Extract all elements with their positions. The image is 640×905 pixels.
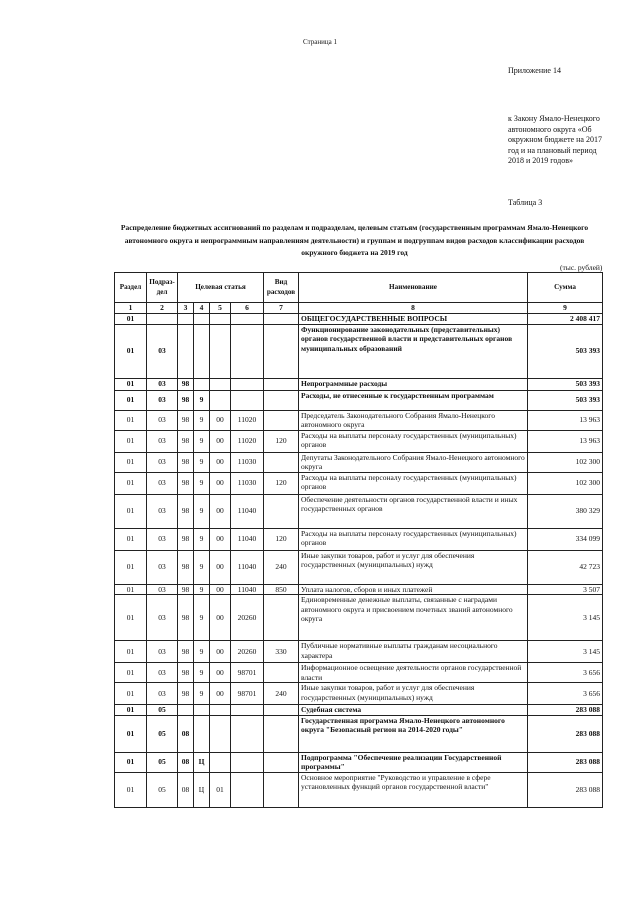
name-cell: Председатель Законодательного Собрания Ямало-Ненецкого автономного округа [299, 410, 528, 430]
target-part1-cell: 98 [178, 641, 194, 663]
target-part4-cell: 98701 [231, 683, 264, 705]
razdel-cell: 01 [115, 683, 147, 705]
target-part2-cell: 9 [194, 452, 210, 472]
sum-cell: 283 088 [528, 705, 603, 716]
target-part1-cell: 98 [178, 430, 194, 452]
appendix-label: Приложение 14 [508, 66, 561, 75]
table-row [115, 472, 603, 494]
sum-cell: 42 723 [528, 550, 603, 584]
expense-type-cell [264, 772, 299, 807]
header-razdel: Раздел [115, 273, 147, 303]
expense-type-cell [264, 752, 299, 772]
sum-cell: 503 393 [528, 390, 603, 410]
razdel-cell: 01 [115, 528, 147, 550]
target-part1-cell: 98 [178, 494, 194, 528]
target-part1-cell: 98 [178, 472, 194, 494]
law-reference: к Закону Ямало-Ненецкого автономного округа «Об окружном бюджете на 2017 год и на плановый период 2018 и 2019 годов» [508, 114, 602, 165]
target-part1-cell: 98 [178, 663, 194, 683]
target-part1-cell: 98 [178, 683, 194, 705]
target-part3-cell: 00 [210, 641, 231, 663]
target-part4-cell: 20260 [231, 595, 264, 641]
header-target-article: Целевая статья [178, 273, 264, 303]
table-row [115, 430, 603, 452]
name-cell: Обеспечение деятельности органов государственной власти и иных государственных органов [299, 494, 528, 528]
podrazdel-cell: 03 [147, 528, 178, 550]
name-cell: Функционирование законодательных (представительных) органов государственной власти и представительных органов муниципальных образований [299, 324, 528, 378]
name-cell: Расходы на выплаты персоналу государственных (муниципальных) органов [299, 528, 528, 550]
razdel-cell: 01 [115, 663, 147, 683]
page-label: Страница 1 [303, 38, 337, 46]
target-part1-cell [178, 324, 194, 378]
target-part4-cell: 11030 [231, 472, 264, 494]
razdel-cell: 01 [115, 595, 147, 641]
razdel-cell: 01 [115, 550, 147, 584]
target-part4-cell: 11020 [231, 410, 264, 430]
podrazdel-cell: 03 [147, 430, 178, 452]
target-part4-cell [231, 715, 264, 752]
name-cell: Расходы, не отнесенные к государственным программам [299, 390, 528, 410]
sum-cell: 102 300 [528, 452, 603, 472]
target-part3-cell: 00 [210, 595, 231, 641]
name-cell: Иные закупки товаров, работ и услуг для обеспечения государственных (муниципальных) нужд [299, 683, 528, 705]
target-part2-cell: 9 [194, 472, 210, 494]
target-part2-cell: 9 [194, 663, 210, 683]
target-part3-cell [210, 705, 231, 716]
sum-cell: 3 145 [528, 595, 603, 641]
table-body [115, 314, 603, 808]
target-part3-cell: 00 [210, 550, 231, 584]
target-part4-cell [231, 390, 264, 410]
sum-cell: 13 963 [528, 410, 603, 430]
target-part4-cell [231, 705, 264, 716]
table-row [115, 314, 603, 325]
table-row [115, 595, 603, 641]
target-part3-cell: 00 [210, 528, 231, 550]
sum-cell: 334 099 [528, 528, 603, 550]
table-header-row [115, 273, 603, 303]
podrazdel-cell: 05 [147, 715, 178, 752]
sum-cell: 3 656 [528, 683, 603, 705]
razdel-cell: 01 [115, 378, 147, 390]
table-row [115, 550, 603, 584]
document-title: Распределение бюджетных ассигнований по разделам и подразделам, целевым статьям (государственным программам Ямало-Ненецкого автономного округа и непрограммным направлениям деятельности) и группам и подгруппам видов расходов классификации расходов окружного бюджета на 2019 год [120, 223, 589, 257]
table-row [115, 705, 603, 716]
target-part4-cell [231, 752, 264, 772]
table-row [115, 324, 603, 378]
razdel-cell: 01 [115, 752, 147, 772]
target-part1-cell [178, 314, 194, 325]
razdel-cell: 01 [115, 472, 147, 494]
target-part3-cell: 00 [210, 452, 231, 472]
podrazdel-cell: 03 [147, 378, 178, 390]
sum-cell: 283 088 [528, 772, 603, 807]
target-part4-cell: 20260 [231, 641, 264, 663]
table-row [115, 683, 603, 705]
name-cell: Информационное освещение деятельности органов государственной власти [299, 663, 528, 683]
sum-cell: 503 393 [528, 324, 603, 378]
name-cell: Расходы на выплаты персоналу государственных (муниципальных) органов [299, 472, 528, 494]
sum-cell: 3 656 [528, 663, 603, 683]
expense-type-cell: 120 [264, 528, 299, 550]
table-number: Таблица 3 [508, 198, 543, 207]
expense-type-cell [264, 452, 299, 472]
name-cell: Иные закупки товаров, работ и услуг для обеспечения государственных (муниципальных) нужд [299, 550, 528, 584]
header-podrazdel: Подраз-дел [147, 273, 178, 303]
razdel-cell: 01 [115, 390, 147, 410]
target-part2-cell: 9 [194, 584, 210, 595]
target-part4-cell [231, 772, 264, 807]
target-part2-cell [194, 715, 210, 752]
podrazdel-cell: 03 [147, 683, 178, 705]
target-part1-cell: 08 [178, 715, 194, 752]
podrazdel-cell: 03 [147, 663, 178, 683]
target-part3-cell [210, 324, 231, 378]
target-part2-cell [194, 378, 210, 390]
column-number-row [115, 303, 603, 314]
sum-cell: 13 963 [528, 430, 603, 452]
name-cell: Подпрограмма "Обеспечение реализации Государственной программы" [299, 752, 528, 772]
target-part2-cell: Ц [194, 772, 210, 807]
podrazdel-cell: 03 [147, 390, 178, 410]
name-cell: Основное мероприятие "Руководство и управление в сфере установленных функций органов государственной власти" [299, 772, 528, 807]
target-part2-cell: 9 [194, 390, 210, 410]
table-row [115, 452, 603, 472]
podrazdel-cell: 05 [147, 772, 178, 807]
column-number: 3 [178, 303, 194, 314]
target-part3-cell [210, 715, 231, 752]
target-part1-cell: 98 [178, 390, 194, 410]
sum-cell: 283 088 [528, 715, 603, 752]
razdel-cell: 01 [115, 584, 147, 595]
column-number: 7 [264, 303, 299, 314]
target-part2-cell: 9 [194, 550, 210, 584]
target-part4-cell: 98701 [231, 663, 264, 683]
target-part3-cell [210, 314, 231, 325]
podrazdel-cell: 03 [147, 494, 178, 528]
razdel-cell: 01 [115, 410, 147, 430]
expense-type-cell: 330 [264, 641, 299, 663]
header-sum: Сумма [528, 273, 603, 303]
name-cell: Депутаты Законодательного Собрания Ямало-Ненецкого автономного округа [299, 452, 528, 472]
expense-type-cell [264, 378, 299, 390]
name-cell: Расходы на выплаты персоналу государственных (муниципальных) органов [299, 430, 528, 452]
expense-type-cell: 240 [264, 683, 299, 705]
target-part3-cell [210, 378, 231, 390]
podrazdel-cell: 05 [147, 752, 178, 772]
target-part1-cell: 98 [178, 595, 194, 641]
expense-type-cell [264, 410, 299, 430]
target-part2-cell: 9 [194, 430, 210, 452]
target-part3-cell: 00 [210, 584, 231, 595]
target-part2-cell [194, 705, 210, 716]
name-cell: Непрограммные расходы [299, 378, 528, 390]
target-part1-cell: 08 [178, 752, 194, 772]
target-part3-cell [210, 752, 231, 772]
target-part3-cell: 00 [210, 430, 231, 452]
column-number: 8 [299, 303, 528, 314]
table-row [115, 715, 603, 752]
expense-type-cell: 120 [264, 472, 299, 494]
units-label: (тыс. рублей) [560, 263, 603, 272]
target-part3-cell: 01 [210, 772, 231, 807]
razdel-cell: 01 [115, 641, 147, 663]
table-row [115, 584, 603, 595]
razdel-cell: 01 [115, 494, 147, 528]
podrazdel-cell: 05 [147, 705, 178, 716]
sum-cell: 380 329 [528, 494, 603, 528]
target-part1-cell: 98 [178, 528, 194, 550]
target-part2-cell: 9 [194, 641, 210, 663]
target-part3-cell: 00 [210, 683, 231, 705]
target-part4-cell: 11040 [231, 494, 264, 528]
podrazdel-cell: 03 [147, 595, 178, 641]
razdel-cell: 01 [115, 314, 147, 325]
podrazdel-cell: 03 [147, 324, 178, 378]
header-expense-type: Вид расходов [264, 273, 299, 303]
table-row [115, 772, 603, 807]
podrazdel-cell: 03 [147, 550, 178, 584]
target-part4-cell: 11040 [231, 550, 264, 584]
table-row [115, 641, 603, 663]
table-row [115, 410, 603, 430]
name-cell: Уплата налогов, сборов и иных платежей [299, 584, 528, 595]
expense-type-cell [264, 324, 299, 378]
podrazdel-cell: 03 [147, 641, 178, 663]
target-part4-cell: 11030 [231, 452, 264, 472]
table-row [115, 494, 603, 528]
column-number: 1 [115, 303, 147, 314]
podrazdel-cell [147, 314, 178, 325]
target-part2-cell [194, 324, 210, 378]
razdel-cell: 01 [115, 715, 147, 752]
sum-cell: 3 507 [528, 584, 603, 595]
header-name: Наименование [299, 273, 528, 303]
sum-cell: 2 408 417 [528, 314, 603, 325]
expense-type-cell [264, 595, 299, 641]
sum-cell: 3 145 [528, 641, 603, 663]
table-row [115, 390, 603, 410]
sum-cell: 102 300 [528, 472, 603, 494]
podrazdel-cell: 03 [147, 472, 178, 494]
sum-cell: 283 088 [528, 752, 603, 772]
target-part1-cell: 98 [178, 452, 194, 472]
name-cell: Государственная программа Ямало-Ненецкого автономного округа "Безопасный регион на 2014-2020 годы" [299, 715, 528, 752]
expense-type-cell: 850 [264, 584, 299, 595]
name-cell: Публичные нормативные выплаты гражданам несоциального характера [299, 641, 528, 663]
target-part3-cell [210, 390, 231, 410]
target-part3-cell: 00 [210, 663, 231, 683]
razdel-cell: 01 [115, 324, 147, 378]
target-part3-cell: 00 [210, 472, 231, 494]
target-part4-cell [231, 324, 264, 378]
target-part1-cell: 08 [178, 772, 194, 807]
name-cell: Судебная система [299, 705, 528, 716]
target-part2-cell: 9 [194, 528, 210, 550]
name-cell: ОБЩЕГОСУДАРСТВЕННЫЕ ВОПРОСЫ [299, 314, 528, 325]
target-part4-cell: 11020 [231, 430, 264, 452]
target-part2-cell: 9 [194, 494, 210, 528]
column-number: 2 [147, 303, 178, 314]
table-row [115, 752, 603, 772]
expense-type-cell: 240 [264, 550, 299, 584]
target-part4-cell: 11040 [231, 528, 264, 550]
target-part1-cell: 98 [178, 378, 194, 390]
target-part4-cell [231, 314, 264, 325]
target-part1-cell: 98 [178, 584, 194, 595]
target-part2-cell: 9 [194, 410, 210, 430]
table-row [115, 528, 603, 550]
target-part2-cell: Ц [194, 752, 210, 772]
podrazdel-cell: 03 [147, 452, 178, 472]
razdel-cell: 01 [115, 705, 147, 716]
target-part2-cell [194, 314, 210, 325]
target-part1-cell: 98 [178, 410, 194, 430]
target-part1-cell: 98 [178, 550, 194, 584]
target-part3-cell: 00 [210, 494, 231, 528]
expense-type-cell [264, 705, 299, 716]
target-part2-cell: 9 [194, 683, 210, 705]
column-number: 9 [528, 303, 603, 314]
column-number: 4 [194, 303, 210, 314]
column-number: 6 [231, 303, 264, 314]
table-row [115, 663, 603, 683]
name-cell: Единовременные денежные выплаты, связанные с наградами автономного округа и присвоением почетных званий автономного округа [299, 595, 528, 641]
razdel-cell: 01 [115, 430, 147, 452]
expense-type-cell [264, 715, 299, 752]
column-number: 5 [210, 303, 231, 314]
podrazdel-cell: 03 [147, 584, 178, 595]
expense-type-cell [264, 314, 299, 325]
table-row [115, 378, 603, 390]
expense-type-cell [264, 390, 299, 410]
target-part4-cell [231, 378, 264, 390]
expense-type-cell [264, 494, 299, 528]
target-part3-cell: 00 [210, 410, 231, 430]
expense-type-cell [264, 663, 299, 683]
razdel-cell: 01 [115, 772, 147, 807]
target-part2-cell: 9 [194, 595, 210, 641]
razdel-cell: 01 [115, 452, 147, 472]
podrazdel-cell: 03 [147, 410, 178, 430]
target-part4-cell: 11040 [231, 584, 264, 595]
expense-type-cell: 120 [264, 430, 299, 452]
target-part1-cell [178, 705, 194, 716]
sum-cell: 503 393 [528, 378, 603, 390]
budget-table [114, 272, 603, 808]
